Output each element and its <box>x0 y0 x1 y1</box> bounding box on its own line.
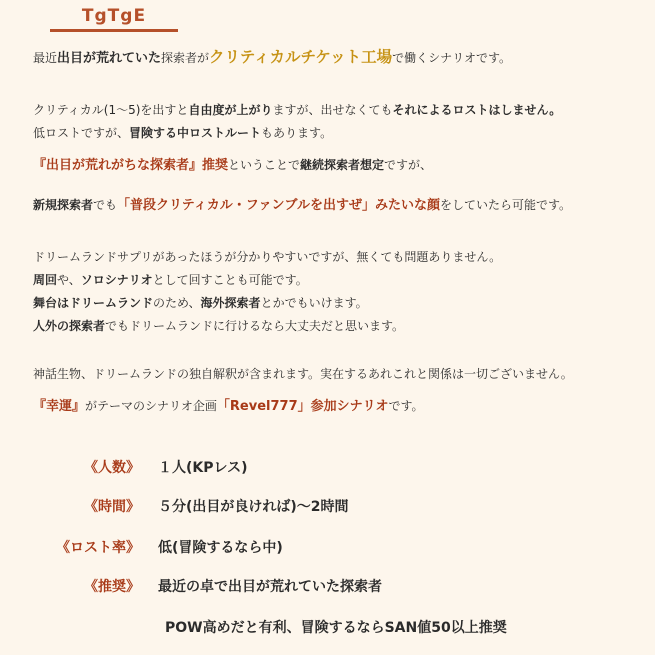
disclaimer-line <box>33 365 573 383</box>
text: クリティカル(1～5)を出すと <box>33 103 189 117</box>
text: ますが、出せなくても <box>272 103 393 117</box>
recommend-line <box>33 154 432 177</box>
text: や、 <box>57 273 81 287</box>
info-value-time: ５分(出目が良ければ)～2時間 <box>158 499 349 515</box>
text: 探索者が <box>161 51 210 65</box>
text: でも <box>93 198 118 212</box>
nonhuman-line <box>33 317 404 335</box>
supplement-line <box>33 248 501 266</box>
text: ということで <box>228 158 301 172</box>
text: もあります。 <box>261 126 333 140</box>
text: がテーマのシナリオ企画 <box>85 399 217 413</box>
highlight-text: それによるロストはしません。 <box>392 103 562 117</box>
highlight-text: ソロシナリオ <box>80 273 153 287</box>
highlight-text: 舞台はドリームランド <box>33 296 154 310</box>
text: 低ロストですが、 <box>33 126 130 140</box>
new-investigator-line <box>33 194 571 217</box>
highlight-text: 新規探索者 <box>33 198 94 212</box>
highlight-text: 出目が荒れていた <box>57 51 162 66</box>
accent-text: 「普段クリティカル・ファンブルを出すぜ」みたいな顔 <box>117 198 440 213</box>
logo: TgTgE <box>50 4 178 30</box>
info-extra: POW高めだと有利、冒険するならSAN値50以上推奨 <box>165 620 507 636</box>
info-value-lost-rate: 低(冒険するなら中) <box>158 540 283 556</box>
accent-text: 『出目が荒れがちな探索者』推奨 <box>33 158 229 173</box>
critical-line <box>33 101 561 119</box>
info-label-recommend: 《推奨》 <box>84 579 140 595</box>
text: 神話生物、ドリームランドの独自解釈が含まれます。実在するあれこれと関係は一切ございません。 <box>33 367 573 381</box>
text: で働くシナリオです。 <box>392 51 512 65</box>
stage-line <box>33 294 368 312</box>
text: です。 <box>388 399 424 413</box>
title-highlight: クリティカルチケット工場 <box>209 48 393 66</box>
text: でもドリームランドに行けるなら大丈夫だと思います。 <box>105 319 405 333</box>
text: ですが、 <box>384 158 433 172</box>
info-value-players: １人(KPレス) <box>158 460 248 476</box>
highlight-text: 海外探索者 <box>200 296 261 310</box>
highlight-text: 継続探索者想定 <box>300 158 385 172</box>
info-label-lost-rate: 《ロスト率》 <box>56 540 140 556</box>
info-label-players: 《人数》 <box>84 460 140 476</box>
project-line <box>33 395 424 418</box>
replay-line <box>33 271 308 289</box>
lost-line <box>33 124 332 142</box>
text: として回すことも可能です。 <box>152 273 308 287</box>
info-value-recommend: 最近の卓で出目が荒れていた探索者 <box>158 579 382 595</box>
highlight-text: 自由度が上がり <box>188 103 273 117</box>
intro-line <box>33 46 511 70</box>
highlight-text: 人外の探索者 <box>33 319 106 333</box>
highlight-text: 冒険する中ロストルート <box>129 126 262 140</box>
text: 最近 <box>33 51 58 65</box>
accent-text: 「Revel777」参加シナリオ <box>216 399 389 414</box>
text: のため、 <box>153 296 201 310</box>
info-label-time: 《時間》 <box>84 499 140 515</box>
text: をしていたら可能です。 <box>439 198 571 212</box>
highlight-text: 周回 <box>33 273 58 287</box>
text: ドリームランドサプリがあったほうが分かりやすいですが、無くても問題ありません。 <box>33 250 502 264</box>
accent-text: 『幸運』 <box>33 399 86 414</box>
text: とかでもいけます。 <box>260 296 368 310</box>
